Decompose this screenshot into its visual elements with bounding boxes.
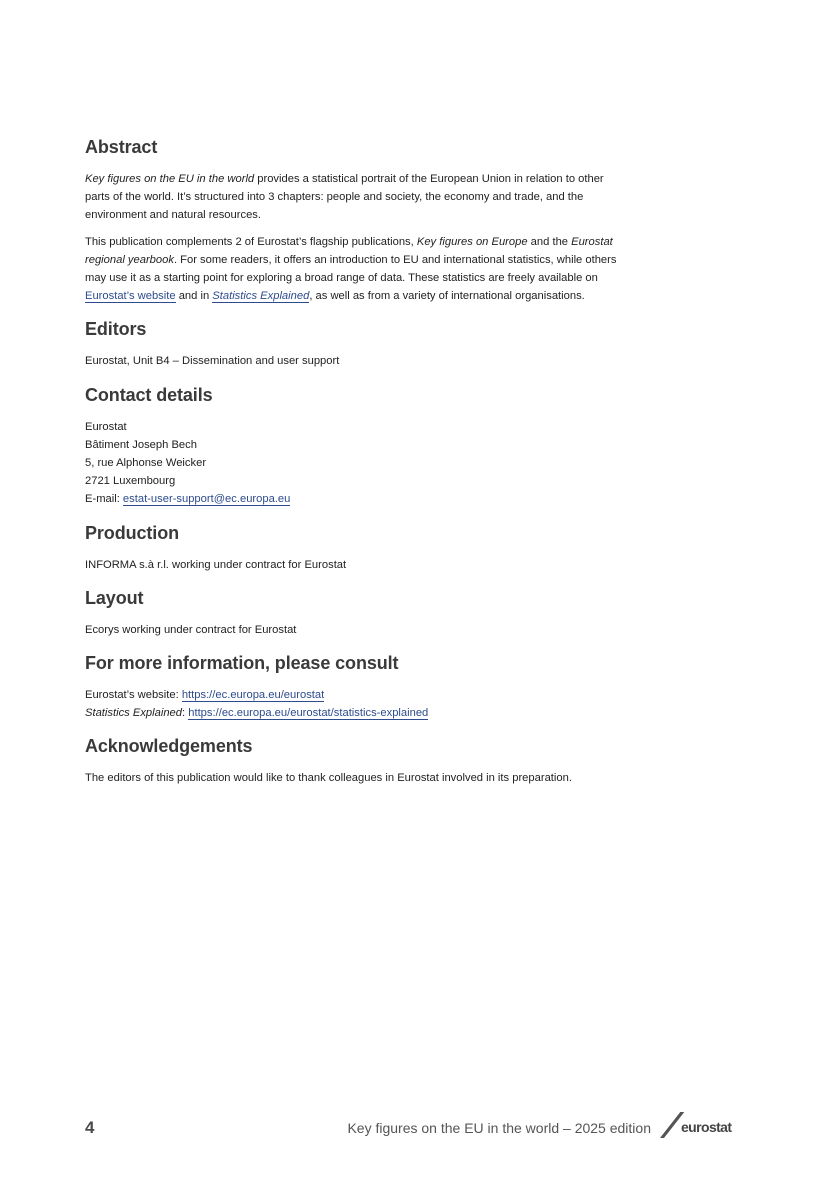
statistics-explained-link[interactable] [212, 290, 309, 303]
publication-title: Key figures on the EU in the world [85, 173, 255, 185]
contact-line-org: Eurostat [85, 420, 127, 433]
production-heading: Production [85, 522, 179, 543]
abstract-p2-text-e: , as well as from a variety of international organisations. [309, 290, 585, 303]
contact-email-line [85, 490, 625, 508]
editors-heading: Editors [85, 319, 147, 340]
abstract-heading: Abstract [85, 137, 158, 157]
abstract-p2-text-d: and in [175, 290, 213, 303]
acknowledgements-section [85, 736, 625, 787]
more-info-section [85, 653, 625, 722]
statistics-explained-link-text: Statistics Explained [212, 290, 310, 303]
abstract-section [85, 137, 625, 305]
statistics-explained-url-link[interactable]: https://ec.europa.eu/eurostat/statistics-explained [188, 707, 429, 720]
eurostat-website-link[interactable]: Eurostat’s website [85, 290, 176, 303]
contact-line-building: Bâtiment Joseph Bech [85, 438, 197, 451]
contact-line-street: 5, rue Alphonse Weicker [85, 457, 207, 470]
contact-heading: Contact details [85, 384, 213, 405]
website-line [85, 686, 625, 704]
logo-wordmark: eurostat [681, 1119, 732, 1135]
email-link[interactable]: estat-user-support@ec.europa.eu [122, 493, 291, 506]
abstract-p2-text-c: . For some readers, it offers an introduction to EU and international statistics, while others may use it as a starting point for exploring a broad range of data. These statistics are freely available on [85, 253, 617, 285]
more-info-heading: For more information, please consult [85, 653, 399, 674]
abstract-paragraph-1 [85, 170, 625, 225]
contact-line-city: 2721 Luxembourg [85, 475, 176, 488]
production-section [85, 523, 625, 574]
layout-heading: Layout [85, 587, 144, 608]
editors-section [85, 319, 625, 370]
contact-section [85, 385, 625, 509]
acknowledgements-heading: Acknowledgements [85, 736, 253, 757]
footer-publication-title: Key figures on the EU in the world – 2025 edition [347, 1120, 651, 1136]
abstract-p1-text: provides a statistical portrait of the European Union in relation to other parts of the world. It’s structured into 3 chapters: people and society, the economy and trade, and the environment and natural resources. [85, 173, 604, 222]
key-figures-europe-title: Key figures on Europe [416, 235, 528, 248]
website-label: Eurostat’s website: [85, 689, 182, 702]
regional-yearbook-title: Eurostat regional yearbook [85, 235, 613, 266]
abstract-paragraph-2 [85, 233, 625, 306]
editors-text: Eurostat, Unit B4 – Dissemination and user support [85, 355, 340, 368]
statistics-explained-line [85, 704, 625, 722]
eurostat-logo [656, 1112, 748, 1138]
acknowledgements-text: The editors of this publication would like to thank colleagues in Eurostat involved in its preparation. [85, 772, 572, 785]
layout-text: Ecorys working under contract for Eurostat [85, 623, 297, 636]
abstract-p2-text-b: and the [527, 235, 572, 248]
email-label: E-mail: [85, 493, 123, 506]
layout-section [85, 588, 625, 639]
page-number: 4 [85, 1118, 95, 1137]
abstract-p2-text-a: This publication complements 2 of Eurostat’s flagship publications, [85, 235, 417, 248]
statistics-explained-sep: : [182, 707, 189, 720]
production-text: INFORMA s.à r.l. working under contract for Eurostat [85, 558, 347, 571]
page-content [85, 137, 625, 802]
eurostat-url-link[interactable]: https://ec.europa.eu/eurostat [181, 689, 325, 702]
statistics-explained-label: Statistics Explained [85, 707, 183, 720]
